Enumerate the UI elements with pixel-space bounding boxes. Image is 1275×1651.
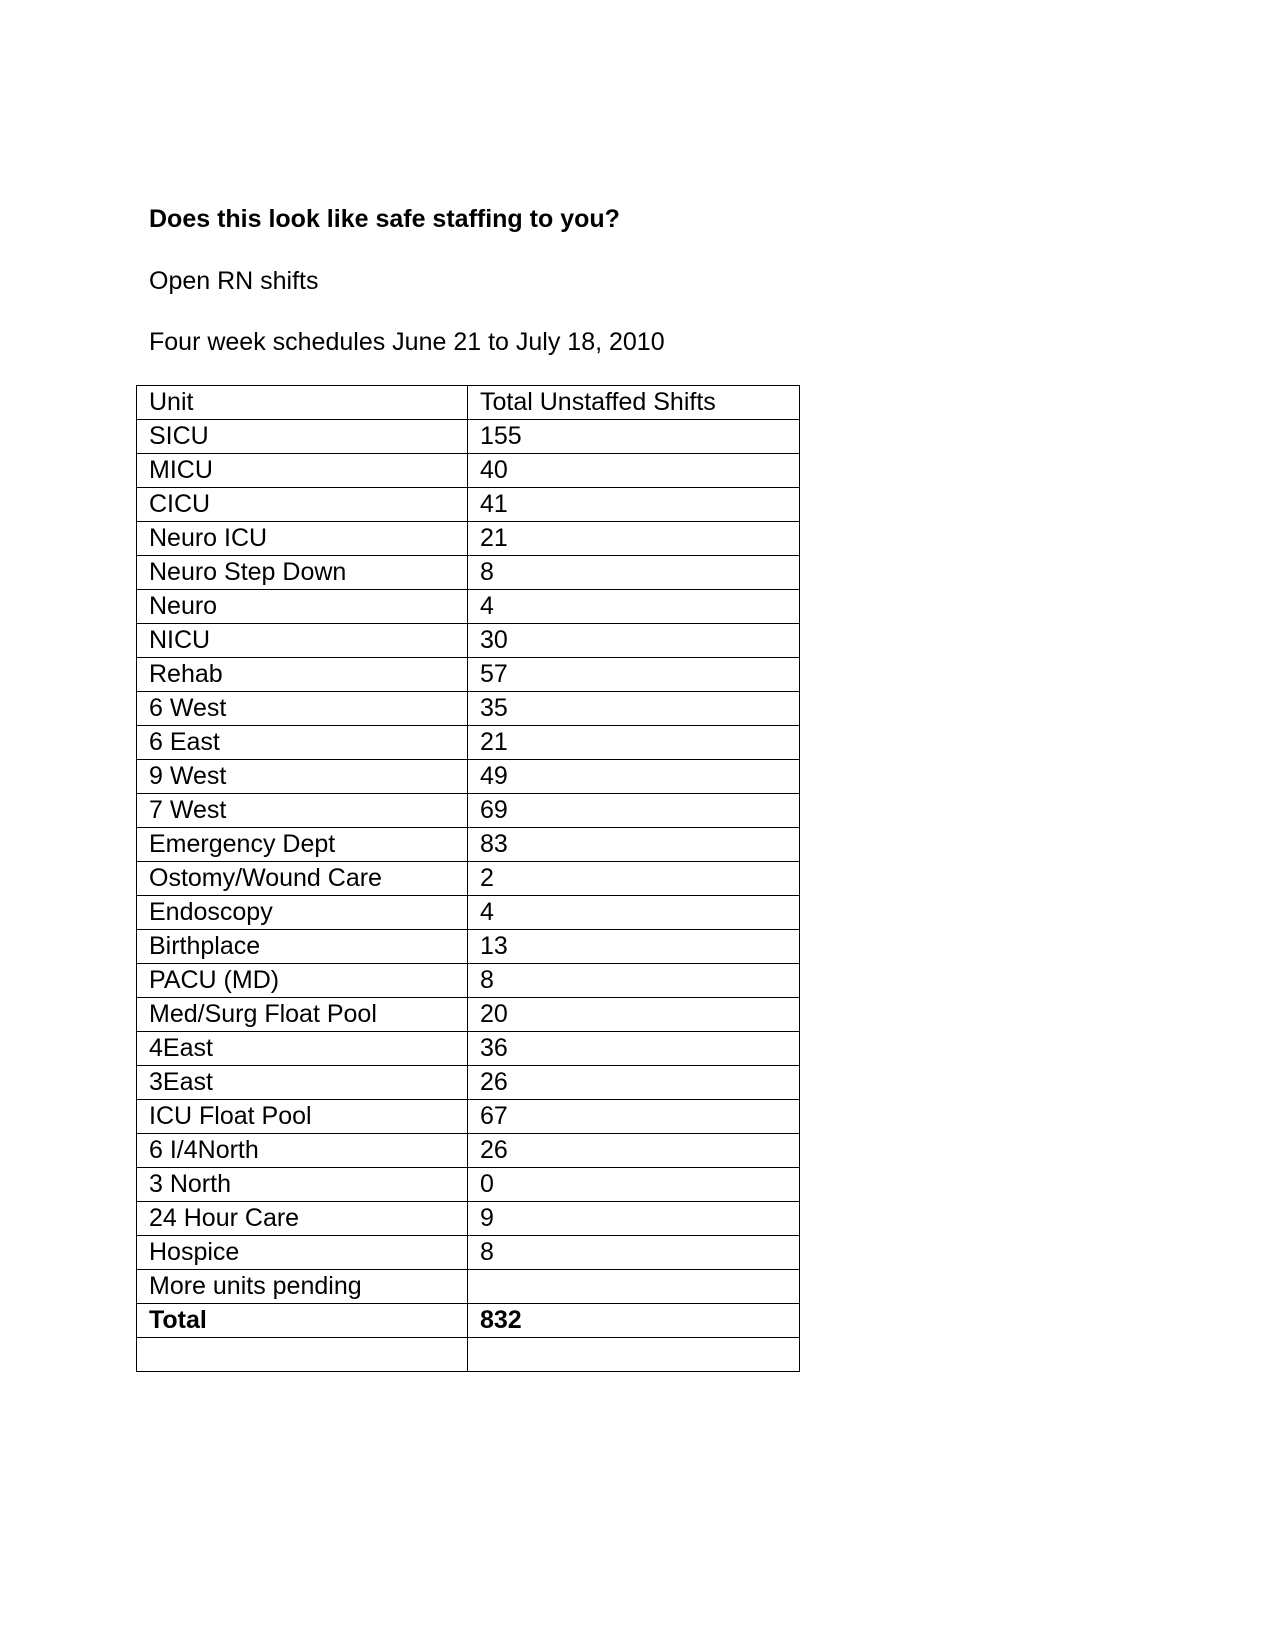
page-heading: Does this look like safe staffing to you? bbox=[149, 205, 620, 233]
unit-cell: 7 West bbox=[137, 794, 468, 828]
unit-cell: Ostomy/Wound Care bbox=[137, 862, 468, 896]
shifts-cell: 41 bbox=[468, 488, 800, 522]
shifts-cell: 20 bbox=[468, 998, 800, 1032]
shifts-cell: 21 bbox=[468, 726, 800, 760]
unit-cell: CICU bbox=[137, 488, 468, 522]
unit-cell: 6 West bbox=[137, 692, 468, 726]
empty-row bbox=[137, 1338, 800, 1372]
shifts-cell: 49 bbox=[468, 760, 800, 794]
table-row bbox=[137, 624, 800, 658]
unit-cell: 9 West bbox=[137, 760, 468, 794]
unit-cell: Hospice bbox=[137, 1236, 468, 1270]
unit-cell: 6 I/4North bbox=[137, 1134, 468, 1168]
shifts-cell: 30 bbox=[468, 624, 800, 658]
unit-cell: NICU bbox=[137, 624, 468, 658]
table-row bbox=[137, 658, 800, 692]
unit-cell: ICU Float Pool bbox=[137, 1100, 468, 1134]
table-row bbox=[137, 964, 800, 998]
table-row bbox=[137, 1236, 800, 1270]
unit-cell: MICU bbox=[137, 454, 468, 488]
shifts-cell: 26 bbox=[468, 1134, 800, 1168]
unit-cell: 3East bbox=[137, 1066, 468, 1100]
schedule-period: Four week schedules June 21 to July 18, 2010 bbox=[149, 328, 665, 356]
shifts-cell: 2 bbox=[468, 862, 800, 896]
unit-cell: 6 East bbox=[137, 726, 468, 760]
table-row bbox=[137, 998, 800, 1032]
unit-cell: Neuro bbox=[137, 590, 468, 624]
unit-cell: Neuro Step Down bbox=[137, 556, 468, 590]
shifts-cell: 4 bbox=[468, 590, 800, 624]
unit-cell: Endoscopy bbox=[137, 896, 468, 930]
shifts-cell: 83 bbox=[468, 828, 800, 862]
shifts-cell: 13 bbox=[468, 930, 800, 964]
unit-cell: More units pending bbox=[137, 1270, 468, 1304]
unstaffed-shifts-table bbox=[136, 385, 800, 1372]
unit-cell: Med/Surg Float Pool bbox=[137, 998, 468, 1032]
table-row bbox=[137, 896, 800, 930]
header-unit: Unit bbox=[137, 386, 468, 420]
total-label-cell: Total bbox=[137, 1304, 468, 1338]
shifts-cell: 67 bbox=[468, 1100, 800, 1134]
shifts-cell: 9 bbox=[468, 1202, 800, 1236]
unit-cell: 4East bbox=[137, 1032, 468, 1066]
shifts-cell: 155 bbox=[468, 420, 800, 454]
table-row bbox=[137, 522, 800, 556]
table-row bbox=[137, 726, 800, 760]
total-row bbox=[137, 1304, 800, 1338]
shifts-cell: 8 bbox=[468, 556, 800, 590]
table-row bbox=[137, 794, 800, 828]
unit-cell: Rehab bbox=[137, 658, 468, 692]
shifts-cell: 8 bbox=[468, 1236, 800, 1270]
table-row bbox=[137, 1100, 800, 1134]
shifts-cell: 8 bbox=[468, 964, 800, 998]
unit-cell: 3 North bbox=[137, 1168, 468, 1202]
shifts-cell: 40 bbox=[468, 454, 800, 488]
table-row bbox=[137, 1270, 800, 1304]
table-row bbox=[137, 862, 800, 896]
table-row bbox=[137, 590, 800, 624]
unit-cell: Emergency Dept bbox=[137, 828, 468, 862]
page-subtitle: Open RN shifts bbox=[149, 267, 319, 295]
table-row bbox=[137, 1134, 800, 1168]
table-row bbox=[137, 454, 800, 488]
table-header-row bbox=[137, 386, 800, 420]
unit-cell: PACU (MD) bbox=[137, 964, 468, 998]
shifts-cell: 0 bbox=[468, 1168, 800, 1202]
shifts-cell bbox=[468, 1270, 800, 1304]
total-value-cell: 832 bbox=[468, 1304, 800, 1338]
table-row bbox=[137, 1202, 800, 1236]
table-row bbox=[137, 1168, 800, 1202]
table-row bbox=[137, 420, 800, 454]
table-row bbox=[137, 828, 800, 862]
table-row bbox=[137, 488, 800, 522]
shifts-cell: 35 bbox=[468, 692, 800, 726]
shifts-cell: 4 bbox=[468, 896, 800, 930]
table-row bbox=[137, 1066, 800, 1100]
empty-cell bbox=[468, 1338, 800, 1372]
unit-cell: 24 Hour Care bbox=[137, 1202, 468, 1236]
shifts-cell: 57 bbox=[468, 658, 800, 692]
unit-cell: Birthplace bbox=[137, 930, 468, 964]
unit-cell: Neuro ICU bbox=[137, 522, 468, 556]
table-row bbox=[137, 692, 800, 726]
table-row bbox=[137, 760, 800, 794]
table-row bbox=[137, 1032, 800, 1066]
table-row bbox=[137, 556, 800, 590]
unit-cell: SICU bbox=[137, 420, 468, 454]
table-row bbox=[137, 930, 800, 964]
shifts-cell: 69 bbox=[468, 794, 800, 828]
shifts-cell: 26 bbox=[468, 1066, 800, 1100]
shifts-cell: 21 bbox=[468, 522, 800, 556]
header-total-unstaffed-shifts: Total Unstaffed Shifts bbox=[468, 386, 800, 420]
empty-cell bbox=[137, 1338, 468, 1372]
shifts-cell: 36 bbox=[468, 1032, 800, 1066]
